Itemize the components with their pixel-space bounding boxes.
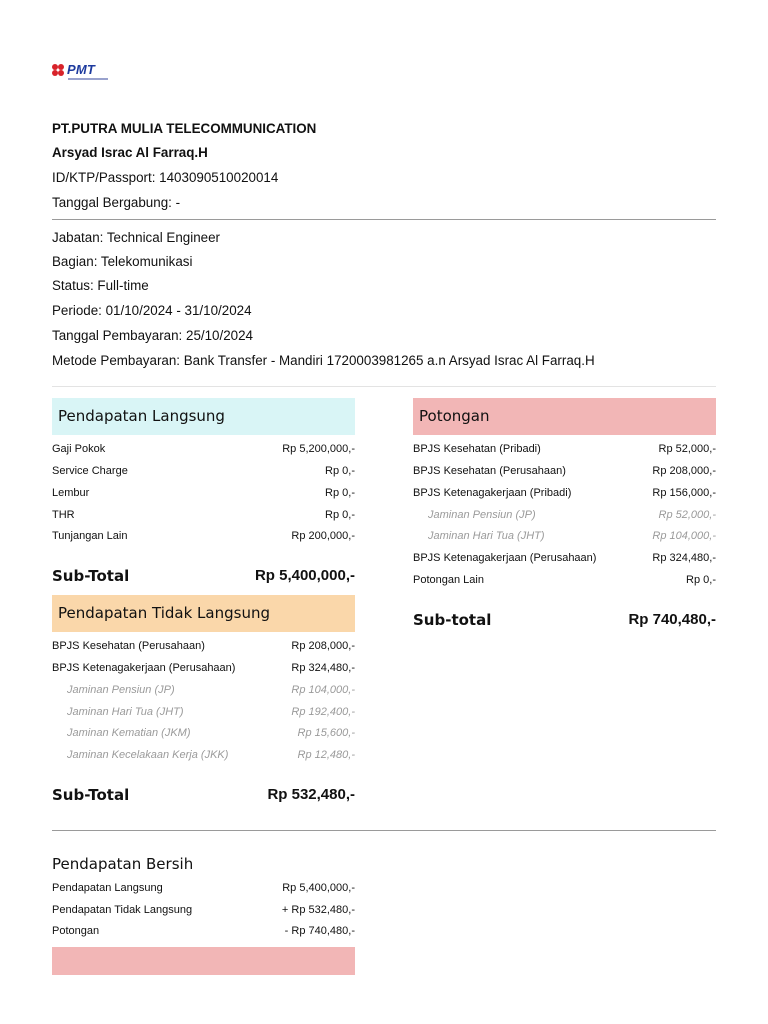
- employee-id: ID/KTP/Passport: 1403090510020014: [52, 170, 279, 185]
- detail-metode-pembayaran: Metode Pembayaran: Bank Transfer - Mandiri 1720003981265 a.n Arsyad Israc Al Farraq.H: [52, 353, 595, 368]
- deduction-row: BPJS Kesehatan (Pribadi) Rp 52,000,-: [413, 443, 716, 455]
- indirect-subrow: Jaminan Hari Tua (JHT) Rp 192,400,-: [67, 706, 355, 718]
- logo-tagline-mark: [68, 78, 108, 80]
- detail-status: Status: Full-time: [52, 278, 149, 293]
- indirect-row: BPJS Kesehatan (Perusahaan) Rp 208,000,-: [52, 640, 355, 652]
- direct-subtotal: Sub-Total Rp 5,400,000,-: [52, 567, 355, 585]
- indirect-row: BPJS Ketenagakerjaan (Perusahaan) Rp 324,480,-: [52, 662, 355, 674]
- indirect-subrow: Jaminan Pensiun (JP) Rp 104,000,-: [67, 684, 355, 696]
- indirect-subrow: Jaminan Kecelakaan Kerja (JKK) Rp 12,480,-: [67, 749, 355, 761]
- indirect-subtotal: Sub-Total Rp 532,480,-: [52, 786, 355, 804]
- direct-row: THR Rp 0,-: [52, 509, 355, 521]
- net-divider: [52, 830, 716, 831]
- net-row: Pendapatan Langsung Rp 5,400,000,-: [52, 882, 355, 894]
- direct-row: Service Charge Rp 0,-: [52, 465, 355, 477]
- deduction-subrow: Jaminan Hari Tua (JHT) Rp 104,000,-: [428, 530, 716, 542]
- direct-income-header: Pendapatan Langsung: [52, 398, 355, 435]
- direct-row: Gaji Pokok Rp 5,200,000,-: [52, 443, 355, 455]
- detail-bagian: Bagian: Telekomunikasi: [52, 254, 193, 269]
- company-logo: [52, 62, 112, 84]
- indirect-subrow: Jaminan Kematian (JKM) Rp 15,600,-: [67, 727, 355, 739]
- company-name: PT.PUTRA MULIA TELECOMMUNICATION: [52, 121, 317, 136]
- deduction-subrow: Jaminan Pensiun (JP) Rp 52,000,-: [428, 509, 716, 521]
- deductions-header: Potongan: [413, 398, 716, 435]
- logo-text: PMT: [67, 62, 96, 77]
- details-divider: [52, 386, 716, 387]
- net-row: Potongan - Rp 740,480,-: [52, 925, 355, 937]
- deduction-row: BPJS Kesehatan (Perusahaan) Rp 208,000,-: [413, 465, 716, 477]
- header-divider: [52, 219, 716, 220]
- deduction-row: Potongan Lain Rp 0,-: [413, 574, 716, 586]
- detail-jabatan: Jabatan: Technical Engineer: [52, 230, 220, 245]
- deduction-row: BPJS Ketenagakerjaan (Pribadi) Rp 156,000,-: [413, 487, 716, 499]
- deductions-subtotal: Sub-total Rp 740,480,-: [413, 611, 716, 629]
- net-income-title: Pendapatan Bersih: [52, 855, 194, 873]
- employee-name: Arsyad Israc Al Farraq.H: [52, 145, 208, 160]
- indirect-income-header: Pendapatan Tidak Langsung: [52, 595, 355, 632]
- net-row: Pendapatan Tidak Langsung + Rp 532,480,-: [52, 904, 355, 916]
- join-date: Tanggal Bergabung: -: [52, 195, 181, 210]
- detail-tanggal-pembayaran: Tanggal Pembayaran: 25/10/2024: [52, 328, 254, 343]
- direct-row: Lembur Rp 0,-: [52, 487, 355, 499]
- logo-dots-icon: [52, 64, 68, 78]
- deduction-row: BPJS Ketenagakerjaan (Perusahaan) Rp 324,480,-: [413, 552, 716, 564]
- net-total-bar: [52, 947, 355, 975]
- direct-row: Tunjangan Lain Rp 200,000,-: [52, 530, 355, 542]
- detail-periode: Periode: 01/10/2024 - 31/10/2024: [52, 303, 252, 318]
